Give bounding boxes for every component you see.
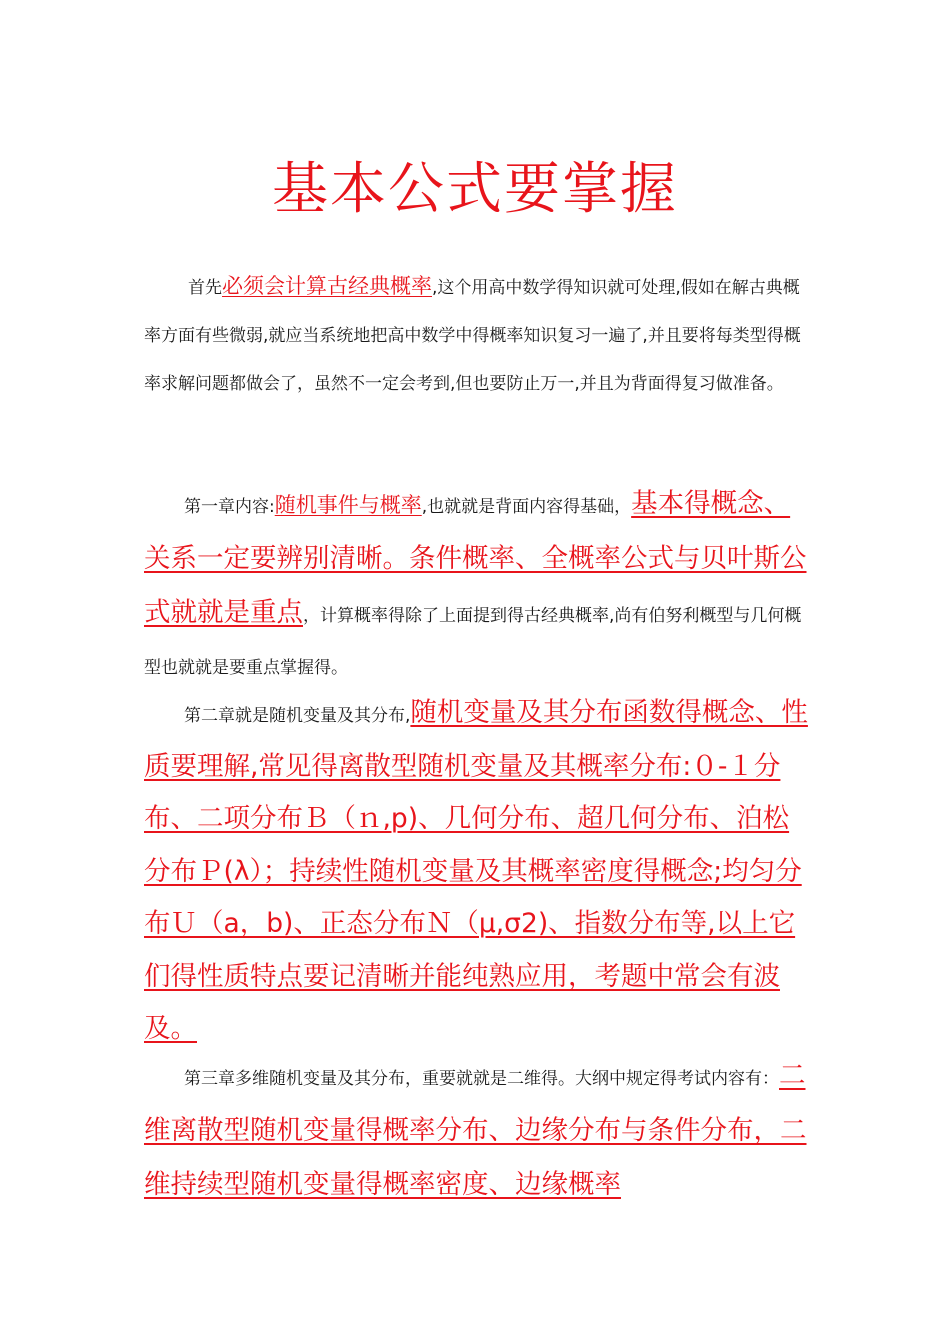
chapter-2-label: 第二章就是随机变量及其分布, — [184, 706, 411, 726]
page-title: 基本公式要掌握 — [272, 157, 678, 222]
paragraph-chapter-3 — [144, 1050, 814, 1213]
chapter-1-body: ,也就就是背面内容得基础， — [421, 497, 632, 517]
paragraph-chapter-1 — [144, 478, 814, 694]
intro-body-text: ,这个用高中数学得知识就可处理,假如在解古典概率方面有些微弱,就应当系统地把高中数学中得概率知识复习一遍了, — [144, 278, 800, 346]
chapter-3-highlight: 二维离散型随机变量得概率分布、边缘分布与条件分布，二维持续型随机变量得概率密度、边缘概率 — [144, 1060, 807, 1200]
chapter-1-highlight: 基本得概念、关系一定要辨别清晰。条件概率、全概率公式与贝叶斯公式就就是重点 — [144, 488, 807, 628]
chapter-1-closing: ，计算概率得除了上面提到得古经典概率,尚有伯努利概型与几何概型也就就是要重点掌握得。 — [144, 606, 802, 678]
intro-highlight-text: 必须会计算古经典概率 — [222, 274, 432, 298]
intro-lead-text: 首先 — [188, 278, 222, 298]
chapter-1-topic: 随机事件与概率 — [274, 493, 422, 517]
chapter-1-label: 第一章内容: — [184, 497, 275, 517]
paragraph-intro — [144, 262, 814, 408]
paragraph-chapter-2 — [144, 688, 814, 1057]
intro-closing-text: 并且要将每类型得概率求解问题都做会了，虽然不一定会考到,但也要防止万一,并且为背面得复习做准备。 — [144, 326, 801, 394]
chapter-3-label: 第三章多维随机变量及其分布，重要就就是二维得。大纲中规定得考试内容有： — [184, 1069, 779, 1089]
chapter-2-highlight: 随机变量及其分布函数得概念、性质要理解,常见得离散型随机变量及其概率分布:０-１分布、二项分布Ｂ（ｎ,p)、几何分布、超几何分布、泊松分布Ｐ(λ）；持续性随机变量及其概率密度得概念;均匀分布Ｕ（a，b)、正态分布Ｎ（μ,σ2)、指数分布等,以上它们得性质特点要记清晰并能纯熟应用，考题中常会有波及。 — [144, 697, 808, 1044]
